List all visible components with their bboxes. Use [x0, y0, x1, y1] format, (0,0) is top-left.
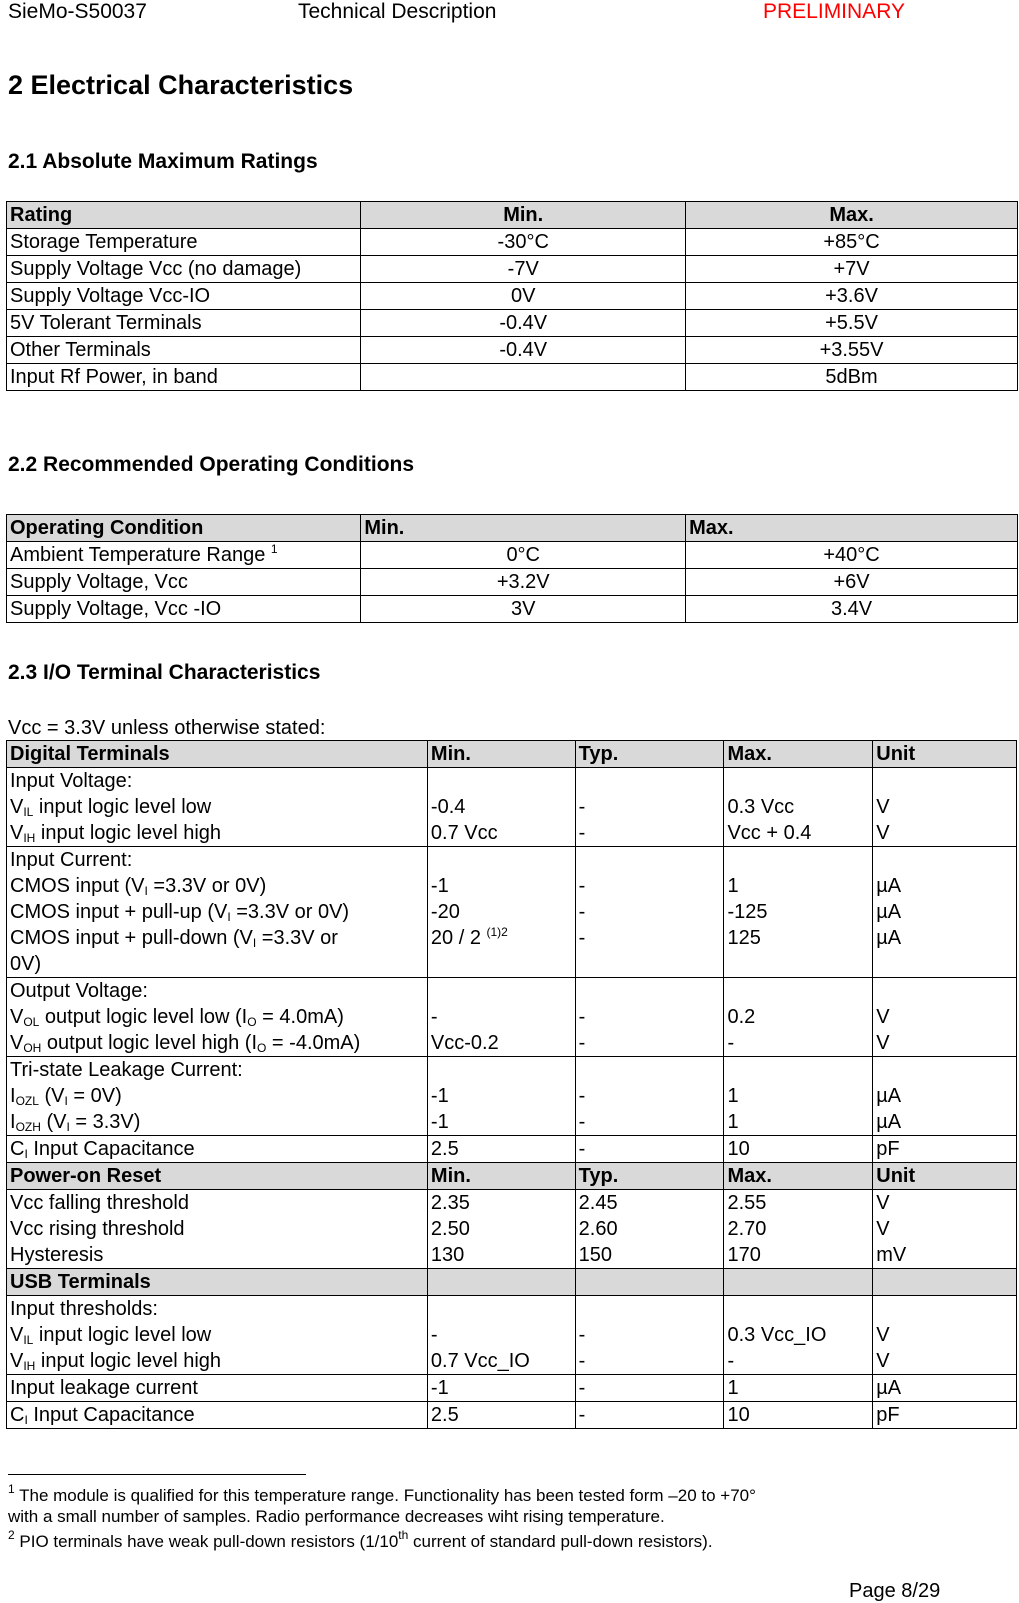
io-cell — [724, 1190, 873, 1269]
val: mV — [876, 1244, 907, 1266]
io-header-typ: Typ. — [575, 741, 724, 768]
val: -1 — [430, 1111, 449, 1133]
io-cell — [427, 978, 575, 1057]
por-header: Power-on Reset — [7, 1163, 428, 1190]
val: 150 — [578, 1244, 613, 1266]
vil-text: input logic level low — [38, 796, 212, 818]
io-header-unit: Unit — [873, 741, 1017, 768]
val: 0.7 Vcc_IO — [430, 1350, 530, 1372]
val: 0.3 Vcc — [727, 796, 795, 818]
vih-text: input logic level high — [40, 822, 222, 844]
io-cell: pF — [873, 1402, 1017, 1429]
io-cell — [873, 1296, 1017, 1375]
io-cell: 10 — [724, 1136, 873, 1163]
table-row — [7, 1057, 1017, 1136]
absolute-max-ratings-table — [6, 201, 1018, 391]
io-cell: 2.5 — [427, 1402, 575, 1429]
table-row — [7, 337, 1018, 364]
footnote-text: The module is qualified for this temperature range. Functionality has been tested form –20 to +70° — [14, 1486, 756, 1505]
usb-header: USB Terminals — [7, 1269, 428, 1296]
val: 0.7 Vcc — [430, 822, 498, 844]
io-cell — [427, 768, 575, 847]
table-row — [7, 1190, 1017, 1269]
val: - — [727, 1032, 735, 1054]
val: 2.35 — [430, 1192, 470, 1214]
io-cell — [873, 1057, 1017, 1136]
val: V — [876, 1192, 890, 1214]
io-cell — [575, 978, 724, 1057]
roc-title: 2.2 Recommended Operating Conditions — [8, 453, 415, 476]
io-cell — [575, 1190, 724, 1269]
sym-sub: OZH — [15, 1120, 41, 1134]
sym: V — [10, 796, 24, 818]
io-cell: 2.5 — [427, 1136, 575, 1163]
sym-sub: OL — [23, 1015, 40, 1029]
val: - — [578, 822, 586, 844]
amr-header-min: Min. — [361, 202, 686, 229]
sym: V — [10, 1350, 24, 1372]
val: Hysteresis — [10, 1244, 104, 1266]
txt: input logic level low — [33, 1324, 212, 1346]
amr-cell: 0V — [361, 283, 686, 310]
val: - — [578, 1350, 586, 1372]
val: - — [430, 1006, 438, 1028]
sym-sub: I — [24, 1147, 28, 1161]
val: 1 — [727, 1085, 739, 1107]
val: µA — [876, 875, 902, 897]
val: V — [876, 1032, 890, 1054]
sym-sub: I — [227, 910, 231, 924]
val: 130 — [430, 1244, 465, 1266]
txt: CMOS input + pull-down (V — [10, 927, 253, 949]
val: Vcc falling threshold — [10, 1192, 189, 1214]
table-row — [7, 283, 1018, 310]
txt: CMOS input + pull-up (V — [10, 901, 228, 923]
vih-label — [10, 820, 424, 846]
io-cell — [575, 1296, 724, 1375]
io-cell — [873, 1190, 1017, 1269]
sym: C — [10, 1138, 25, 1160]
tristate-title: Tri-state Leakage Current: — [10, 1059, 243, 1081]
roc-cell: 3.4V — [686, 596, 1018, 623]
roc-header-max: Max. — [686, 515, 1018, 542]
val: - — [727, 1350, 735, 1372]
sym-sub: I — [144, 884, 148, 898]
sym: I — [10, 1111, 16, 1133]
amr-cell: +5.5V — [686, 310, 1018, 337]
table-row — [7, 847, 1017, 978]
io-characteristics-table — [6, 740, 1017, 1429]
val: 1 — [727, 1111, 739, 1133]
roc-cell: +40°C — [686, 542, 1018, 569]
table-row — [7, 1296, 1017, 1375]
amr-cell: Supply Voltage Vcc (no damage) — [7, 256, 361, 283]
sym: V — [10, 1006, 24, 1028]
io-cell — [873, 978, 1017, 1057]
amr-cell: 5dBm — [686, 364, 1018, 391]
txt: 0V) — [10, 953, 42, 975]
io-cell — [7, 1057, 428, 1136]
val: V — [876, 796, 890, 818]
io-cell — [7, 847, 428, 978]
sym: C — [10, 1404, 25, 1426]
footnote-ref: (1)2 — [486, 925, 508, 939]
cmos-pulldown-label — [10, 925, 424, 951]
table-row — [7, 569, 1018, 596]
usb-header-empty — [575, 1269, 724, 1296]
roc-cell: Supply Voltage, Vcc -IO — [7, 596, 361, 623]
amr-cell: -0.4V — [361, 310, 686, 337]
txt: = -4.0mA) — [266, 1032, 361, 1054]
io-cell — [7, 1190, 428, 1269]
table-row — [7, 978, 1017, 1057]
io-cell: - — [575, 1136, 724, 1163]
io-cell: Input leakage current — [7, 1375, 428, 1402]
io-cell: - — [575, 1402, 724, 1429]
footnote-number: 1 — [8, 1482, 15, 1496]
val: 2.45 — [578, 1192, 618, 1214]
val: -20 — [430, 901, 460, 923]
val: µA — [876, 1111, 902, 1133]
sym-sub: I — [252, 936, 257, 950]
table-row — [7, 229, 1018, 256]
sym-sub: O — [257, 1041, 267, 1055]
footnote-text: current of standard pull-down resistors). — [408, 1532, 713, 1551]
val: V — [876, 1350, 890, 1372]
amr-header-max: Max. — [686, 202, 1018, 229]
val: V — [876, 822, 890, 844]
io-cell — [724, 978, 873, 1057]
usb-header-empty — [427, 1269, 575, 1296]
usb-header-empty — [873, 1269, 1017, 1296]
table-row — [7, 1375, 1017, 1402]
sym: V — [10, 1032, 24, 1054]
amr-cell: +3.6V — [686, 283, 1018, 310]
val: - — [578, 1324, 586, 1346]
val: µA — [876, 1085, 902, 1107]
roc-cell — [7, 542, 361, 569]
txt: input logic level high — [35, 1350, 222, 1372]
val: -125 — [727, 901, 768, 923]
io-cell — [724, 1296, 873, 1375]
por-header-min: Min. — [427, 1163, 575, 1190]
footnote-text: PIO terminals have weak pull-down resistors (1/10 — [14, 1532, 399, 1551]
input-current-title: Input Current: — [10, 849, 133, 871]
usb-vil-label — [10, 1322, 424, 1348]
table-row — [7, 364, 1018, 391]
val: 0.2 — [727, 1006, 756, 1028]
amr-cell: 5V Tolerant Terminals — [7, 310, 361, 337]
val: - — [578, 875, 586, 897]
footnote-divider — [8, 1474, 306, 1475]
header-doc-id: SieMo-S50037 — [8, 0, 147, 23]
roc-cell: 0°C — [361, 542, 686, 569]
txt: output logic level high (I — [41, 1032, 258, 1054]
val: 170 — [727, 1244, 761, 1266]
io-cell — [7, 768, 428, 847]
sym: V — [10, 822, 24, 844]
val: V — [876, 1006, 890, 1028]
footnote-number: 2 — [8, 1528, 15, 1542]
val: -1 — [430, 875, 449, 897]
txt: CMOS input (V — [10, 875, 145, 897]
vol-label — [10, 1004, 424, 1030]
table-row — [7, 1402, 1017, 1429]
sym: V — [51, 1085, 65, 1107]
por-header-unit: Unit — [873, 1163, 1017, 1190]
sym-sub: IL — [23, 805, 34, 819]
io-header-min: Min. — [427, 741, 575, 768]
txt: = 3.3V) — [69, 1111, 141, 1133]
val: - — [578, 901, 586, 923]
val: Vcc + 0.4 — [727, 822, 812, 844]
val: 2.50 — [430, 1218, 470, 1240]
io-intro: Vcc = 3.3V unless otherwise stated: — [8, 717, 326, 739]
val: 2.60 — [578, 1218, 618, 1240]
table-row — [7, 256, 1018, 283]
roc-header-min: Min. — [361, 515, 686, 542]
val: µA — [876, 927, 902, 949]
sym-sub: I — [64, 1094, 68, 1108]
val: - — [578, 1111, 586, 1133]
sym-sub: I — [24, 1413, 28, 1427]
val: 0.3 Vcc_IO — [727, 1324, 827, 1346]
io-cell — [724, 768, 873, 847]
amr-cell: Supply Voltage Vcc-IO — [7, 283, 361, 310]
val: µA — [876, 901, 902, 923]
vil-label — [10, 794, 424, 820]
io-cell: 1 — [724, 1375, 873, 1402]
por-header-typ: Typ. — [575, 1163, 724, 1190]
sym-sub: OH — [23, 1041, 42, 1055]
table-row — [7, 1163, 1017, 1190]
section-title: 2 Electrical Characteristics — [8, 70, 354, 100]
usb-vih-label — [10, 1348, 424, 1374]
amr-cell: +85°C — [686, 229, 1018, 256]
io-cell — [724, 847, 873, 978]
table-row — [7, 310, 1018, 337]
io-cell — [7, 1402, 428, 1429]
roc-cell: Supply Voltage, Vcc — [7, 569, 361, 596]
val: - — [578, 1032, 586, 1054]
usb-thresholds-title: Input thresholds: — [10, 1298, 158, 1320]
footnote-2 — [8, 1528, 713, 1552]
txt: =3.3V or 0V) — [147, 875, 267, 897]
amr-cell: -7V — [361, 256, 686, 283]
iozl-label: $I_{OZL}$ $(V_I = 0V)$ — [10, 1085, 122, 1108]
txt: Input Capacitance — [27, 1404, 195, 1426]
io-cell — [7, 978, 428, 1057]
footnote-ref: 1 — [270, 542, 278, 556]
amr-cell: Other Terminals — [7, 337, 361, 364]
val: Vcc rising threshold — [10, 1218, 185, 1240]
io-cell — [7, 1296, 428, 1375]
io-cell — [873, 847, 1017, 978]
input-voltage-title: Input Voltage: — [10, 770, 133, 792]
roc-header-condition: Operating Condition — [7, 515, 361, 542]
operating-conditions-table — [6, 514, 1018, 623]
cmos-pullup-label — [10, 899, 424, 925]
table-row — [7, 1136, 1017, 1163]
amr-cell: Input Rf Power, in band — [7, 364, 361, 391]
io-cell: -1 — [427, 1375, 575, 1402]
amr-cell: -0.4V — [361, 337, 686, 364]
io-cell: 10 — [724, 1402, 873, 1429]
val: - — [578, 796, 586, 818]
io-cell — [575, 768, 724, 847]
val — [431, 925, 572, 951]
cmos-input-label — [10, 873, 424, 899]
amr-cell: Storage Temperature — [7, 229, 361, 256]
sym-sub: OZL — [15, 1094, 39, 1108]
sym-sub: IH — [23, 1359, 36, 1373]
txt: output logic level low (I — [39, 1006, 248, 1028]
amr-header-rating: Rating — [7, 202, 361, 229]
amr-cell: -30°C — [361, 229, 686, 256]
sym: V — [53, 1111, 67, 1133]
io-title: 2.3 I/O Terminal Characteristics — [8, 661, 321, 684]
roc-cell: 3V — [361, 596, 686, 623]
txt: = 4.0mA) — [256, 1006, 344, 1028]
val: Vcc-0.2 — [430, 1032, 499, 1054]
output-voltage-title: Output Voltage: — [10, 980, 148, 1002]
roc-cell-label: Ambient Temperature Range — [10, 544, 266, 566]
val: 2.55 — [727, 1192, 767, 1214]
table-row — [7, 596, 1018, 623]
table-row — [7, 1269, 1017, 1296]
footnote-sup: th — [398, 1528, 409, 1542]
io-header-max: Max. — [724, 741, 873, 768]
io-header-digital: Digital Terminals — [7, 741, 428, 768]
footnote-1 — [8, 1482, 756, 1527]
val: V — [876, 1324, 890, 1346]
sym-sub: O — [247, 1015, 257, 1029]
header-doc-type: Technical Description — [298, 0, 497, 23]
txt: =3.3V or — [256, 927, 338, 949]
table-row — [7, 741, 1017, 768]
io-cell: pF — [873, 1136, 1017, 1163]
amr-title: 2.1 Absolute Maximum Ratings — [8, 150, 318, 173]
io-cell — [427, 1057, 575, 1136]
val: 125 — [727, 927, 761, 949]
sym-sub: IL — [23, 1333, 34, 1347]
val: - — [430, 1324, 438, 1346]
val: - — [578, 927, 586, 949]
por-header-max: Max. — [724, 1163, 873, 1190]
io-cell — [724, 1057, 873, 1136]
io-cell — [427, 847, 575, 978]
io-cell — [427, 1190, 575, 1269]
io-cell — [7, 1136, 428, 1163]
table-row — [7, 542, 1018, 569]
roc-cell: +3.2V — [361, 569, 686, 596]
page-number: Page 8/29 — [849, 1580, 941, 1602]
io-cell — [575, 1057, 724, 1136]
val: - — [578, 1006, 586, 1028]
sym: V — [10, 1324, 24, 1346]
val: -1 — [430, 1085, 449, 1107]
footnote-text: with a small number of samples. Radio performance decreases wiht rising temperature. — [8, 1507, 665, 1526]
val: 1 — [727, 875, 739, 897]
val: V — [876, 1218, 890, 1240]
txt: Input Capacitance — [27, 1138, 195, 1160]
io-cell: - — [575, 1375, 724, 1402]
txt: =3.3V or 0V) — [230, 901, 350, 923]
amr-cell: +3.55V — [686, 337, 1018, 364]
io-cell: µA — [873, 1375, 1017, 1402]
roc-cell: +6V — [686, 569, 1018, 596]
sym-sub: I — [66, 1120, 70, 1134]
sym: I — [10, 1085, 16, 1107]
usb-header-empty — [724, 1269, 873, 1296]
iozh-label: $I_{OZH}$ $(V_I = 3.3V)$ — [10, 1111, 141, 1134]
io-cell — [575, 847, 724, 978]
amr-cell: +7V — [686, 256, 1018, 283]
val-text: 20 / 2 — [430, 927, 481, 949]
voh-label — [10, 1030, 424, 1056]
table-row — [7, 768, 1017, 847]
val: - — [578, 1085, 586, 1107]
txt: = 0V) — [67, 1085, 122, 1107]
header-status: PRELIMINARY — [763, 0, 905, 23]
amr-cell — [361, 364, 686, 391]
io-cell — [873, 768, 1017, 847]
val: 2.70 — [727, 1218, 767, 1240]
io-cell — [427, 1296, 575, 1375]
sym-sub: IH — [23, 831, 36, 845]
val: -0.4 — [430, 796, 466, 818]
